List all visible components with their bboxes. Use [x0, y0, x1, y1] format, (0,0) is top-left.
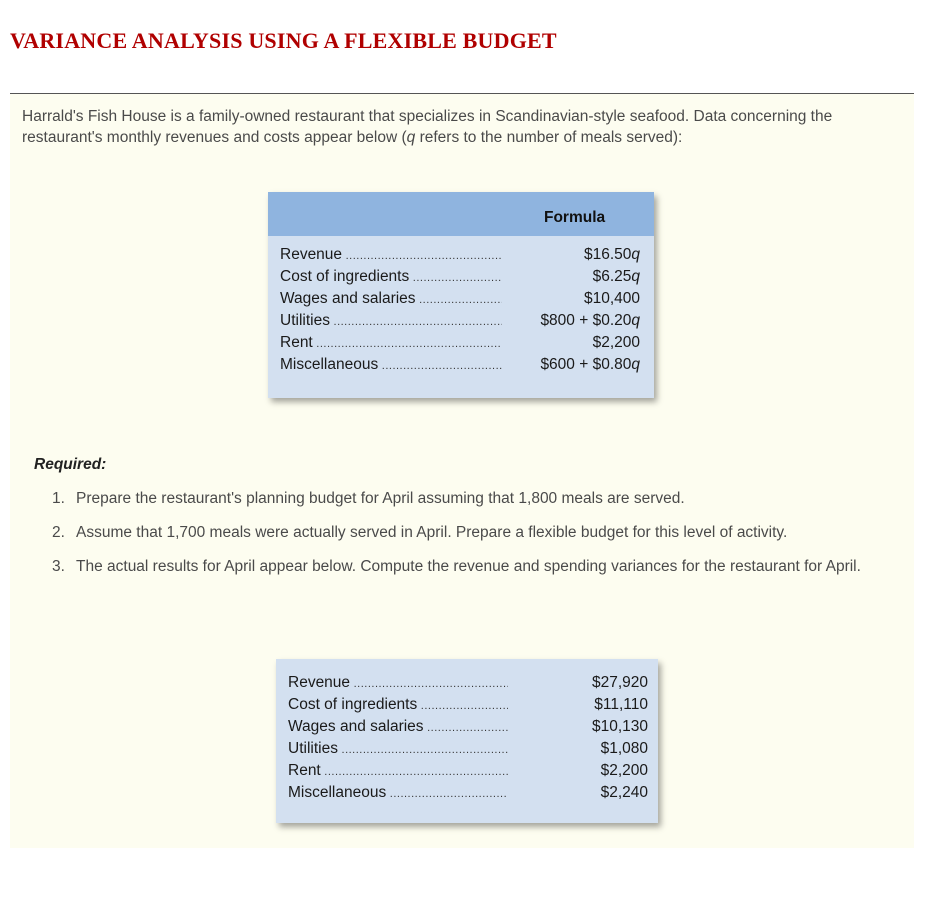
formula-column-header: Formula: [544, 209, 606, 226]
row-value: $1,080: [600, 740, 648, 757]
row-label: Cost of ingredients .....: [288, 694, 508, 717]
table-row: [280, 332, 640, 354]
row-value: $16.50q: [583, 246, 640, 263]
list-item: [52, 556, 892, 577]
intro-paragraph: [22, 106, 902, 148]
table-row: [288, 760, 648, 782]
item-text: Prepare the restaurant's planning budget for April assuming that 1,800 meals are served.: [76, 490, 685, 507]
row-label: Wages and salaries .....: [280, 288, 502, 311]
row-value: $800 + $0.20q: [540, 312, 640, 329]
item-text: The actual results for April appear below. Compute the revenue and spending variances for the restaurant for April.: [76, 558, 861, 575]
row-label: Rent .....: [288, 760, 508, 783]
row-label: Utilities .....: [280, 310, 502, 333]
row-value: $6.25q: [592, 268, 640, 285]
row-value: $2,240: [600, 784, 648, 801]
row-value: $2,200: [592, 334, 640, 351]
row-label: Miscellaneous .....: [288, 782, 508, 805]
table-row: [280, 266, 640, 288]
row-value: $27,920: [591, 674, 648, 691]
row-value: $2,200: [600, 762, 648, 779]
row-label: Miscellaneous .....: [280, 354, 502, 377]
table-row: [288, 716, 648, 738]
list-item: [52, 488, 892, 509]
row-value: $10,400: [583, 290, 640, 307]
item-text: Assume that 1,700 meals were actually served in April. Prepare a flexible budget for this level of activity.: [76, 524, 788, 541]
required-list: [52, 488, 892, 590]
row-label: Utilities .....: [288, 738, 508, 761]
row-label: Wages and salaries .....: [288, 716, 508, 739]
row-label: Rent .....: [280, 332, 502, 355]
actual-table-rows: [288, 672, 648, 804]
table-row: [288, 694, 648, 716]
list-item: [52, 522, 892, 543]
table-row: [288, 672, 648, 694]
formula-table: [268, 192, 654, 398]
table-row: [288, 738, 648, 760]
formula-table-header: [268, 192, 654, 236]
table-row: [280, 244, 640, 266]
item-number: 2.: [52, 524, 65, 541]
required-heading: Required:: [34, 456, 107, 473]
row-value: $11,110: [594, 696, 648, 713]
row-value: $10,130: [591, 718, 648, 735]
table-row: [280, 310, 640, 332]
row-value: $600 + $0.80q: [540, 356, 640, 373]
formula-table-rows: [280, 244, 640, 376]
row-label: Cost of ingredients .....: [280, 266, 502, 289]
page-title: VARIANCE ANALYSIS USING A FLEXIBLE BUDGET: [10, 28, 557, 53]
row-label: Revenue .....: [280, 244, 502, 267]
actual-results-table: [276, 659, 658, 823]
item-number: 3.: [52, 558, 65, 575]
row-label: Revenue .....: [288, 672, 508, 695]
item-number: 1.: [52, 490, 65, 507]
intro-text-2: refers to the number of meals served):: [415, 129, 683, 146]
table-row: [288, 782, 648, 804]
intro-text-1: Harrald's Fish House is a family-owned restaurant that specializes in Scandinavian-style seafood. Data concerning the restaurant's monthly revenues and costs appear below (: [22, 108, 833, 146]
table-row: [280, 288, 640, 310]
intro-q-variable: q: [406, 129, 416, 146]
table-row: [280, 354, 640, 376]
